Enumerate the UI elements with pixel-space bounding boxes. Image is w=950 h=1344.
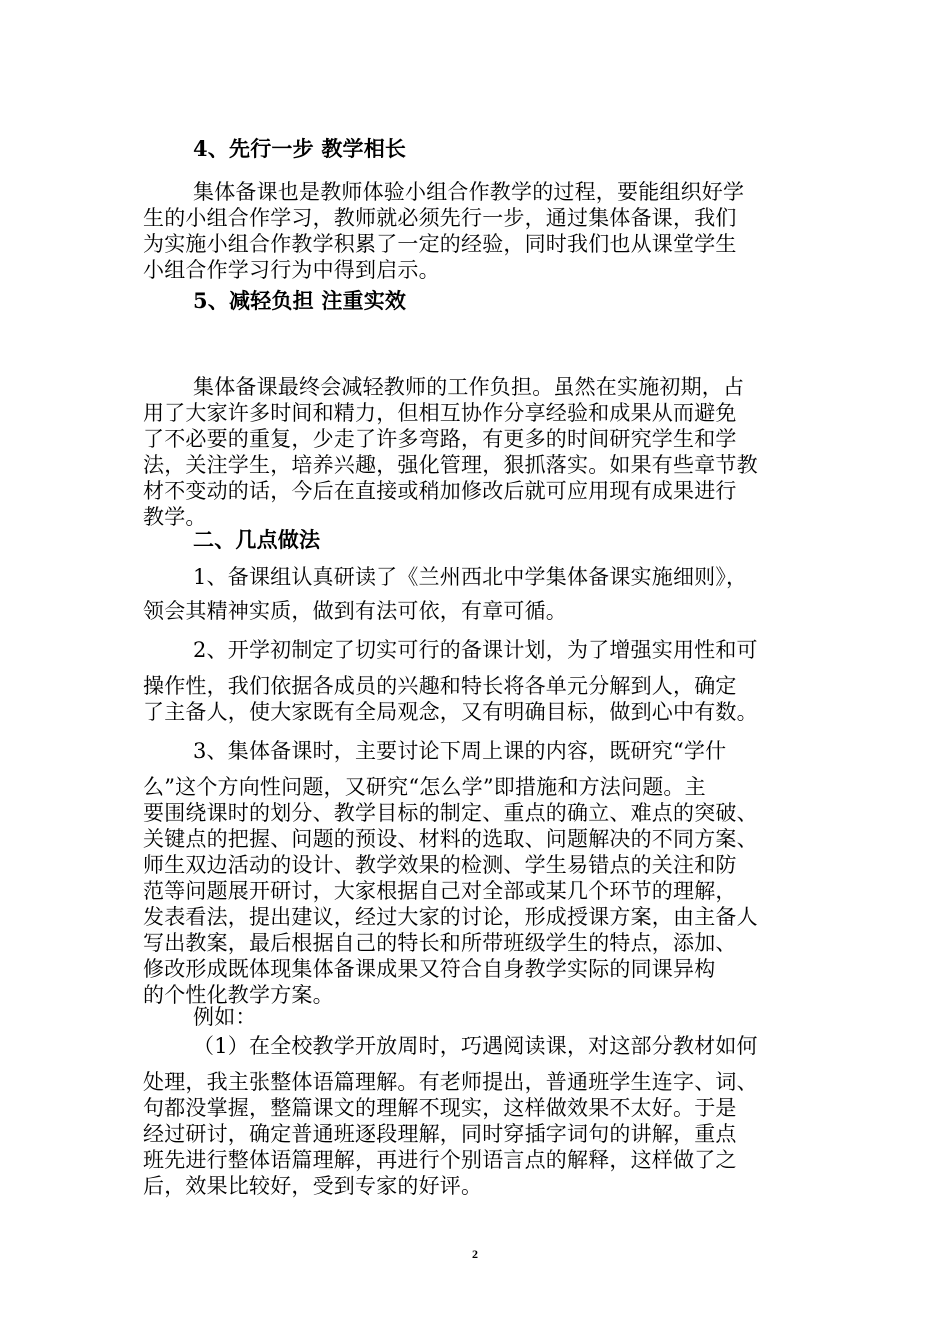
paragraph-line: 小组合作学习行为中得到启示。: [143, 258, 440, 282]
paragraph-line: 生的小组合作学习，教师就必须先行一步，通过集体备课，我们: [143, 206, 737, 230]
page-number: 2: [472, 1247, 478, 1261]
paragraph-line: 3、集体备课时，主要讨论下周上课的内容，既研究“学什: [193, 739, 727, 763]
paragraph-line: 范等问题展开研讨，大家根据自己对全部或某几个环节的理解，: [143, 879, 737, 903]
paragraph-line: 了不必要的重复，少走了许多弯路，有更多的时间研究学生和学: [143, 427, 737, 451]
paragraph-line: 材不变动的话，今后在直接或稍加修改后就可应用现有成果进行: [143, 479, 737, 503]
paragraph-line: （1）在全校教学开放周时，巧遇阅读课，对这部分教材如何: [193, 1034, 758, 1058]
paragraph-line: 修改形成既体现集体备课成果又符合自身教学实际的同课异构: [143, 957, 716, 981]
section-heading: 5、减轻负担 注重实效: [193, 288, 407, 313]
section-heading: 4、先行一步 教学相长: [193, 136, 407, 161]
paragraph-line: 写出教案，最后根据自己的特长和所带班级学生的特点，添加、: [143, 931, 737, 955]
paragraph-line: 要围绕课时的划分、教学目标的制定、重点的确立、难点的突破、: [143, 801, 758, 825]
section-heading: 二、几点做法: [193, 527, 321, 552]
paragraph-line: 领会其精神实质，做到有法可依，有章可循。: [143, 599, 567, 623]
paragraph-line: 师生双边活动的设计、教学效果的检测、学生易错点的关注和防: [143, 853, 737, 877]
paragraph-line: 用了大家许多时间和精力，但相互协作分享经验和成果从而避免: [143, 401, 737, 425]
paragraph-line: 操作性，我们依据各成员的兴趣和特长将各单元分解到人，确定: [143, 674, 737, 698]
paragraph-line: 集体备课也是教师体验小组合作教学的过程，要能组织好学: [193, 180, 745, 204]
paragraph-line: 了主备人，使大家既有全局观念，又有明确目标，做到心中有数。: [143, 700, 758, 724]
paragraph-line: 为实施小组合作教学积累了一定的经验，同时我们也从课堂学生: [143, 232, 737, 256]
paragraph-line: 法，关注学生，培养兴趣，强化管理，狠抓落实。如果有些章节教: [143, 453, 758, 477]
paragraph-line: 2、开学初制定了切实可行的备课计划，为了增强实用性和可: [193, 638, 758, 662]
paragraph-line: 的个性化教学方案。: [143, 983, 334, 1007]
paragraph-line: 经过研讨，确定普通班逐段理解，同时穿插字词句的讲解，重点: [143, 1122, 737, 1146]
paragraph-line: 关键点的把握、问题的预设、材料的选取、问题解决的不同方案、: [143, 827, 758, 851]
paragraph-line: 发表看法，提出建议，经过大家的讨论，形成授课方案，由主备人: [143, 905, 758, 929]
paragraph-line: 后，效果比较好，受到专家的好评。: [143, 1174, 483, 1198]
paragraph-line: 么”这个方向性问题，又研究“怎么学”即措施和方法问题。主: [143, 775, 706, 799]
paragraph-line: 句都没掌握，整篇课文的理解不现实，这样做效果不太好。于是: [143, 1096, 737, 1120]
paragraph-line: 处理，我主张整体语篇理解。有老师提出，普通班学生连字、词、: [143, 1070, 758, 1094]
paragraph-line: 例如：: [193, 1005, 257, 1029]
paragraph-line: 集体备课最终会减轻教师的工作负担。虽然在实施初期，占: [193, 375, 745, 399]
paragraph-line: 1、备课组认真研读了《兰州西北中学集体备课实施细则》，: [193, 565, 748, 589]
paragraph-line: 班先进行整体语篇理解，再进行个别语言点的解释，这样做了之: [143, 1148, 737, 1172]
paragraph-line: 教学。: [143, 505, 207, 529]
